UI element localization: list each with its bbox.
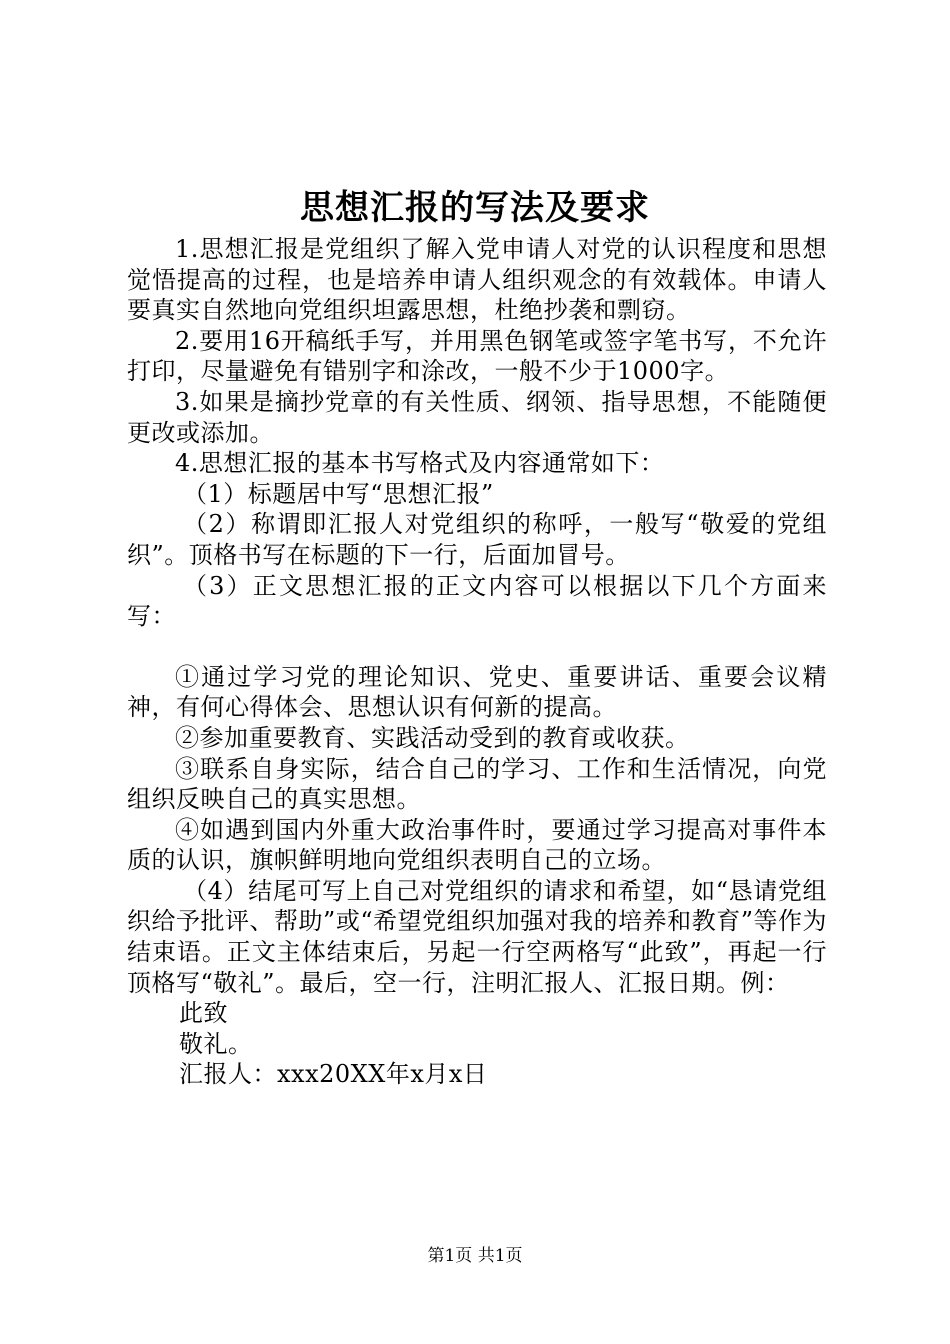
sub-item-4: （4）结尾可写上自己对党组织的请求和希望，如“恳请党组织给予批评、帮助”或“希望党组织加强对我的培养和教育”等作为结束语。正文主体结束后，另起一行空两格写“此致”，再起一行顶格写“敬礼”。最后，空一行，注明汇报人、汇报日期。例： [127, 876, 827, 997]
point-4: ④如遇到国内外重大政治事件时，要通过学习提高对事件本质的认识，旗帜鲜明地向党组织表明自己的立场。 [127, 815, 827, 875]
sub-item-2: （2）称谓即汇报人对党组织的称呼，一般写“敬爱的党组织”。顶格书写在标题的下一行，后面加冒号。 [127, 510, 827, 569]
closing-regards: 敬礼。 [179, 1029, 253, 1058]
sub-item-1: （1）标题居中写“思想汇报” [183, 479, 494, 508]
page-footer: 第1页 共1页 [427, 1246, 523, 1266]
paragraph-3: 3.如果是摘抄党章的有关性质、纲领、指导思想，不能随便更改或添加。 [127, 387, 827, 447]
point-3: ③联系自身实际，结合自己的学习、工作和生活情况，向党组织反映自己的真实思想。 [127, 754, 827, 814]
point-2: ②参加重要教育、实践活动受到的教育或收获。 [175, 723, 690, 752]
closing-salutation: 此致 [179, 999, 228, 1028]
sub-item-3: （3）正文思想汇报的正文内容可以根据以下几个方面来写： [127, 571, 827, 631]
paragraph-1: 1.思想汇报是党组织了解入党申请人对党的认识程度和思想觉悟提高的过程，也是培养申请人组织观念的有效载体。申请人要真实自然地向党组织坦露思想，杜绝抄袭和剽窃。 [127, 235, 827, 325]
paragraph-2: 2.要用16开稿纸手写，并用黑色钢笔或签字笔书写，不允许打印，尽量避免有错别字和涂改，一般不少于1000字。 [127, 326, 827, 386]
document-body [127, 234, 827, 1090]
closing-signature: 汇报人：xxx20XX年x月x日 [179, 1060, 488, 1089]
page-title: 思想汇报的写法及要求 [300, 188, 650, 228]
paragraph-4: 4.思想汇报的基本书写格式及内容通常如下： [175, 449, 665, 478]
point-1: ①通过学习党的理论知识、党史、重要讲话、重要会议精神，有何心得体会、思想认识有何新的提高。 [127, 662, 827, 722]
